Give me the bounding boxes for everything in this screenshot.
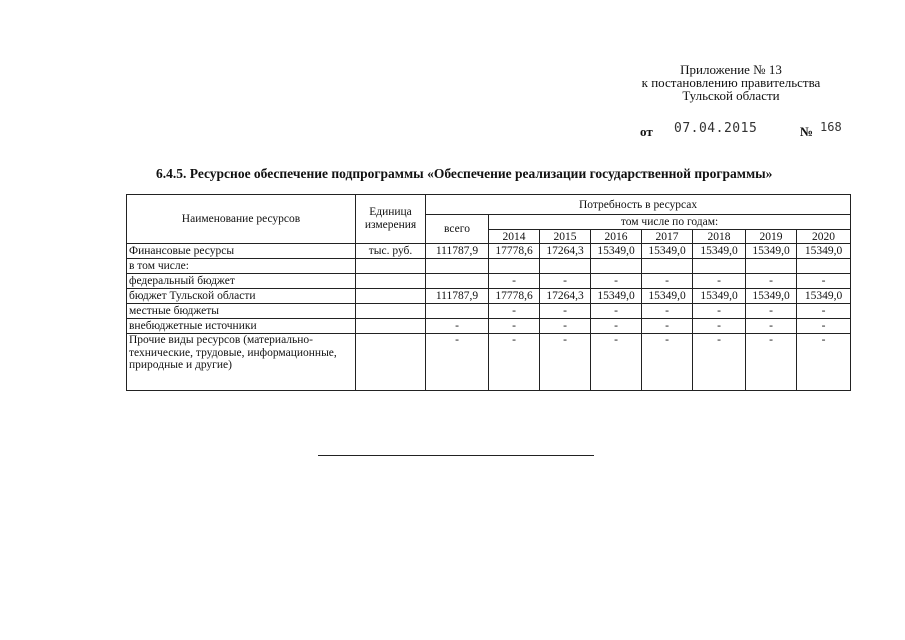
row-year-value: - (797, 334, 851, 391)
row-year-value: - (540, 334, 591, 391)
row-total (426, 304, 489, 319)
decree-ot-label: от (640, 124, 653, 139)
row-year-value: - (797, 304, 851, 319)
header-year: 2020 (797, 230, 851, 244)
row-year-value: - (642, 334, 693, 391)
row-name: бюджет Тульской области (127, 289, 356, 304)
row-year-value: - (489, 304, 540, 319)
row-total (426, 259, 489, 274)
row-unit (356, 259, 426, 274)
row-year-value: - (591, 274, 642, 289)
section-title: 6.4.5. Ресурсное обеспечение подпрограммы «Обеспечение реализации государственной программы» (156, 166, 773, 181)
row-year-value: - (540, 319, 591, 334)
row-year-value: 15349,0 (746, 289, 797, 304)
row-year-value: - (746, 319, 797, 334)
row-year-value: - (642, 274, 693, 289)
table-row (127, 274, 851, 289)
row-year-value: 17778,6 (489, 289, 540, 304)
row-year-value (797, 259, 851, 274)
table-row (127, 319, 851, 334)
row-total: - (426, 334, 489, 391)
table-row (127, 259, 851, 274)
row-unit (356, 304, 426, 319)
header-year: 2018 (693, 230, 746, 244)
row-year-value: - (797, 319, 851, 334)
row-year-value: - (591, 334, 642, 391)
header-year: 2019 (746, 230, 797, 244)
row-total (426, 274, 489, 289)
table-row (127, 334, 851, 391)
row-name: Прочие виды ресурсов (материально-технические, трудовые, информационные, природные и другие) (127, 334, 356, 391)
row-unit (356, 319, 426, 334)
row-year-value: 15349,0 (591, 244, 642, 259)
row-unit: тыс. руб. (356, 244, 426, 259)
header-unit: Единица измерения (356, 195, 426, 244)
row-name: внебюджетные источники (127, 319, 356, 334)
header-year: 2014 (489, 230, 540, 244)
row-name: Финансовые ресурсы (127, 244, 356, 259)
header-by-years: том числе по годам: (489, 215, 851, 230)
row-year-value: - (693, 304, 746, 319)
decree-date-line (640, 120, 860, 140)
closing-rule (318, 455, 594, 456)
row-year-value (540, 259, 591, 274)
row-name: в том числе: (127, 259, 356, 274)
appendix-region: Тульской области (682, 88, 780, 103)
row-total: - (426, 319, 489, 334)
row-year-value: - (693, 334, 746, 391)
row-year-value: - (746, 334, 797, 391)
row-year-value: - (693, 319, 746, 334)
table-row (127, 304, 851, 319)
row-year-value (489, 259, 540, 274)
row-name: местные бюджеты (127, 304, 356, 319)
row-year-value: 15349,0 (591, 289, 642, 304)
row-year-value: 15349,0 (693, 289, 746, 304)
row-year-value: - (746, 274, 797, 289)
row-year-value: - (540, 304, 591, 319)
row-year-value (693, 259, 746, 274)
row-total: 111787,9 (426, 289, 489, 304)
decree-date: 07.04.2015 (674, 121, 758, 136)
row-year-value: 15349,0 (746, 244, 797, 259)
row-unit (356, 334, 426, 391)
row-year-value: - (797, 274, 851, 289)
header-year: 2016 (591, 230, 642, 244)
row-year-value: - (591, 319, 642, 334)
table-row (127, 244, 851, 259)
decree-number-label: № (800, 124, 814, 139)
row-unit (356, 274, 426, 289)
resource-table (126, 194, 851, 391)
row-year-value (591, 259, 642, 274)
appendix-number: Приложение № 13 (680, 62, 782, 77)
header-year: 2015 (540, 230, 591, 244)
appendix-decree-ref: к постановлению правительства (641, 75, 821, 90)
row-year-value: - (746, 304, 797, 319)
row-year-value: 15349,0 (797, 244, 851, 259)
row-year-value: - (693, 274, 746, 289)
row-year-value: 17264,3 (540, 289, 591, 304)
row-year-value: - (540, 274, 591, 289)
row-year-value: 15349,0 (693, 244, 746, 259)
appendix-header (611, 63, 851, 102)
row-year-value: - (489, 274, 540, 289)
row-year-value: - (591, 304, 642, 319)
row-year-value (746, 259, 797, 274)
row-year-value: 15349,0 (642, 244, 693, 259)
row-year-value: - (489, 319, 540, 334)
header-year: 2017 (642, 230, 693, 244)
row-year-value (642, 259, 693, 274)
row-total: 111787,9 (426, 244, 489, 259)
decree-number: 168 (820, 120, 842, 134)
row-year-value: 15349,0 (797, 289, 851, 304)
row-year-value: - (642, 319, 693, 334)
row-unit (356, 289, 426, 304)
row-year-value: 17264,3 (540, 244, 591, 259)
row-year-value: 15349,0 (642, 289, 693, 304)
table-row (127, 289, 851, 304)
row-name: федеральный бюджет (127, 274, 356, 289)
header-total: всего (426, 215, 489, 244)
row-year-value: - (489, 334, 540, 391)
header-resource-name: Наименование ресурсов (127, 195, 356, 244)
row-year-value: 17778,6 (489, 244, 540, 259)
row-year-value: - (642, 304, 693, 319)
header-resource-need: Потребность в ресурсах (426, 195, 851, 215)
